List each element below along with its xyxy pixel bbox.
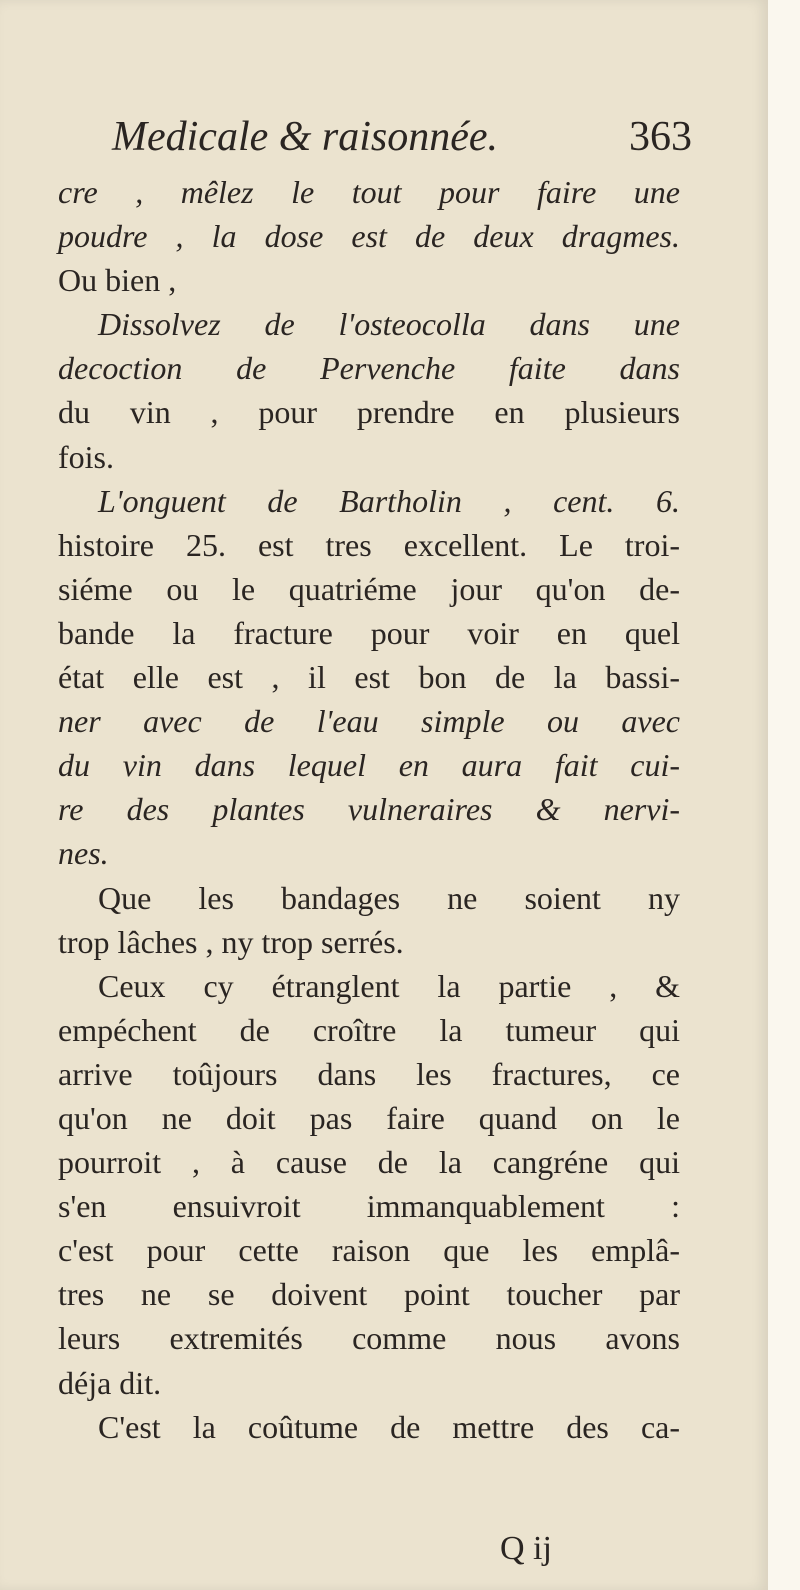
text-line: ner avec de l'eau simple ou avec [58, 703, 680, 740]
text-line: C'est la coûtume de mettre des ca- [98, 1408, 680, 1445]
text-line: qu'on ne doit pas faire quand on le [58, 1099, 680, 1136]
running-header [112, 104, 692, 170]
text-line: état elle est , il est bon de la bassi- [58, 659, 680, 696]
page-body-text [58, 170, 680, 1449]
text-line: c'est pour cette raison que les emplâ- [58, 1232, 680, 1269]
text-line: histoire 25. est tres excellent. Le troi- [58, 526, 680, 563]
text-line: re des plantes vulneraires & nervi- [58, 791, 680, 828]
text-line: tres ne se doivent point toucher par [58, 1276, 680, 1313]
text-line: empéchent de croître la tumeur qui [58, 1011, 680, 1048]
text-line: fois. [58, 438, 114, 475]
text-line: Ceux cy étranglent la partie , & [98, 967, 680, 1004]
text-line: Ou bien , [58, 262, 177, 299]
text-line: du vin dans lequel en aura fait cui- [58, 747, 680, 784]
text-line: Que les bandages ne soient ny [98, 879, 680, 916]
text-line: déja dit. [58, 1364, 162, 1401]
text-line: L'onguent de Bartholin , cent. 6. [98, 482, 680, 519]
text-line: decoction de Pervenche faite dans [58, 350, 680, 387]
text-line: bande la fracture pour voir en quel [58, 614, 680, 651]
text-line: arrive toûjours dans les fractures, ce [58, 1055, 680, 1092]
text-line: Dissolvez de l'osteocolla dans une [98, 306, 680, 343]
page-edge [768, 0, 800, 1590]
signature-mark: Q ij [500, 1530, 552, 1567]
text-line: s'en ensuivroit immanquablement : [58, 1188, 680, 1225]
text-line: pourroit , à cause de la cangréne qui [58, 1144, 680, 1181]
text-line: leurs extremités comme nous avons [58, 1320, 680, 1357]
page-number: 363 [629, 114, 692, 160]
text-line: cre , mêlez le tout pour faire une [58, 174, 680, 210]
running-title: Medicale & raisonnée. [112, 114, 499, 160]
text-line: poudre , la dose est de deux dragmes. [58, 218, 680, 255]
text-line: nes. [58, 835, 109, 872]
text-line: trop lâches , ny trop serrés. [58, 923, 404, 960]
text-line: siéme ou le quatriéme jour qu'on de- [58, 570, 680, 607]
text-line: du vin , pour prendre en plusieurs [58, 394, 680, 431]
